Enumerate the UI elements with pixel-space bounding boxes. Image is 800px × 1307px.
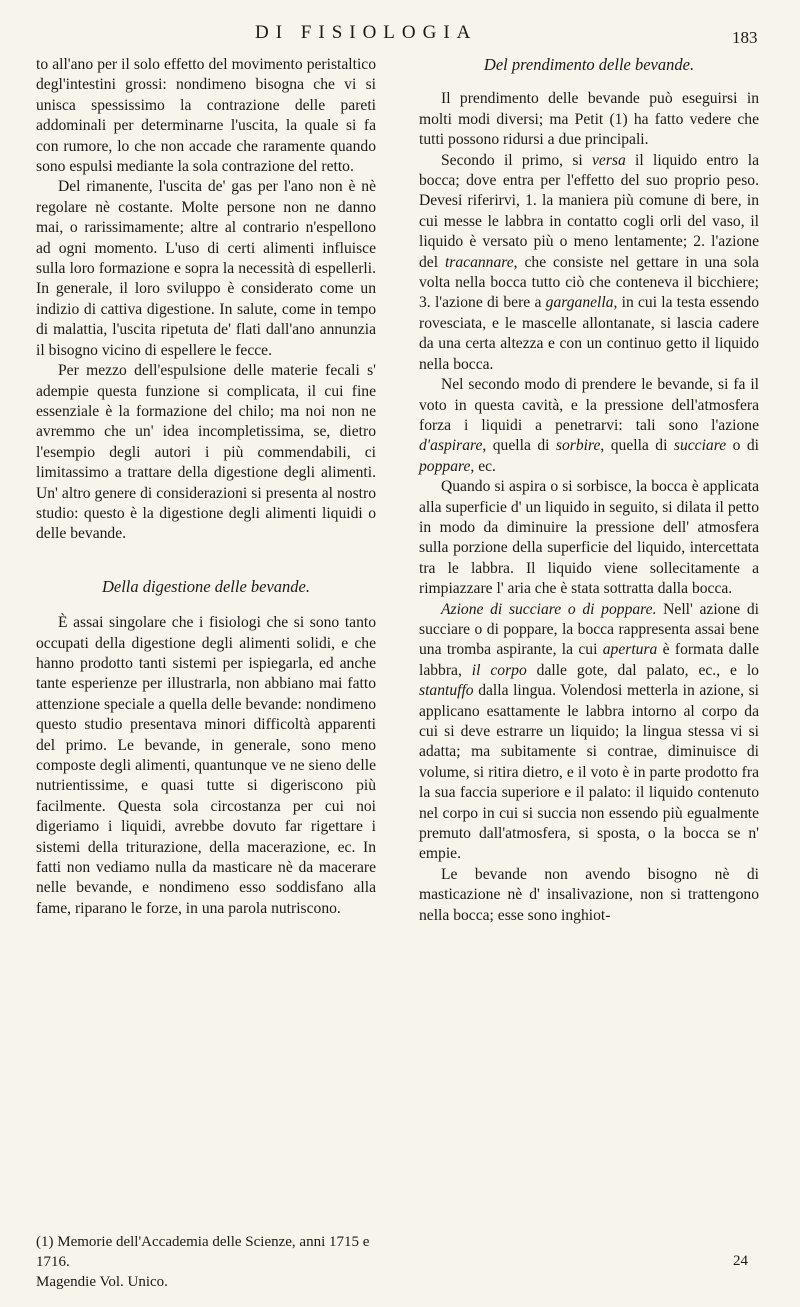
section-heading: Del prendimento delle bevande. [483,55,695,74]
paragraph: Azione di succiare o di poppare. Nell' azione di succiare o di poppare, la bocca rappresenta assai bene una tromba aspirante, la cui apertura è formata dalle labbra, il corpo dalle gote, dal palato, ec., e lo stantuffo dalla lingua. Volendosi metterla in azione, si applicano esattamente le labbra intorno al corpo da cui si deve estrarre un liquido; la lingua stessa vi si adatta; ma subitamente si contrae, diminuisce di volume, si ritira dietro, e il voto è in parte prodotto fra la sua faccia superiore e il palato: il liquido contenuto nel corpo in cui si succia non essendo più egualmente premuto dall'atmosfera, si sposta, o la bocca se n' empie. [419,600,760,863]
footnote [36,1232,396,1292]
paragraph: Quando si aspira o si sorbisce, la bocca è applicata alla superficie d' un liquido in seguito, si dilata il petto in modo da diminuire la pressione dell' atmosfera sulla porzione della superficie del liquido, intercettata tra le labbra. Il liquido viene sollecitamente a rimpiazzare l' aria che è stata sottratta dalla bocca. [419,478,759,598]
paragraph: È assai singolare che i fisiologi che si sono tanto occupati della digestione degli alimenti solidi, e che hanno prodotto tanti sistemi per ispiegarla, ed anche tante esperienze per illustrarla, non abbiano mai fatto attenzione speciale a quella delle bevande: nondimeno questo studio presentava minori difficoltà apparenti del primo. Le bevande, in generale, sono meno composte degli alimenti, quantunque ve ne sieno delle nutrientissime, e quasi tutte si digeriscono più facilmente. Questa sola circostanza per cui noi digeriamo i liquidi, avrebbe dovuto far rigettare i sistemi della triturazione, della macerazione, ec. In fatti non vediamo nulla da masticare nè da macerare nelle bevande, e nondimeno esso soddisfano alla fame, riparano le forze, in una parola nutriscono. [36,614,376,917]
paragraph: Secondo il primo, si versa il liquido entro la bocca; dove entra per l'effetto del suo proprio peso. Devesi riferirvi, 1. la maniera più comune di bere, in cui messe le labbra in contatto cogli orli del vaso, il liquido è versato più o meno lentamente; 2. l'azione del tracannare, che consiste nel gettare in una sola volta nella bocca tutto ciò che conteneva il bicchiere; 3. l'azione di bere a garganella, in cui la testa essendo rovesciata, e le mascelle allontanate, si lascia cadere da una certa altezza e con un continuo getto il liquido nella bocca. [419,151,759,373]
paragraph: Del rimanente, l'uscita de' gas per l'ano non è nè regolare nè costante. Molte persone non ne danno mai, o rarissimamente; altre al contrario n'espellono ad ogni momento. L'uso di certi alimenti influisce sulla loro formazione e sopra la necessità di espellerli. In generale, il loro sviluppo è considerato come un indizio di cattiva digestione. In salute, come in tempo di malattia, l'uscita ripetuta de' flati dall'ano annunzia il bisogno vicino di espellere le fecce. [36,178,376,359]
running-head: DI FISIOLOGIA [255,22,478,43]
paragraph: to all'ano per il solo effetto del movimento peristaltico degl'intestini grossi: nondimeno bisogna che vi si unisca spessissimo la contrazione delle pareti addominali per determinarne l'uscita, la quale si fa con rumore, lo che non accade che raramente quando sono espulsi mediante la sola contrazione del retto. [36,56,376,176]
footnote-text: (1) Memorie dell'Accademia delle Scienze, anni 1715 e 1716. [36,1234,370,1270]
paragraph: Le bevande non avendo bisogno nè di masticazione nè d' insalivazione, non si trattengono nella bocca; esse sono inghiot- [419,865,759,924]
section-heading: Della digestione delle bevande. [101,576,310,596]
left-column [36,55,376,919]
page-number: 183 [732,28,758,47]
right-column [419,55,759,926]
gathering-signature: 24 [733,1253,748,1269]
page-header [0,22,800,52]
footnote-signature: Magendie Vol. Unico. [36,1274,168,1290]
paragraph: Per mezzo dell'espulsione delle materie fecali s' adempie questa funzione si complicata, il cui fine essenziale è la formazione del chilo; ma noi non ne avremmo che un' idea incompletissima, se, dietro l'esempio degli autori i più commendabili, ci limitassimo a trattare della digestione degli alimenti. Un' altro genere di considerazioni si presenta al nostro studio: questo è la digestione degli alimenti liquidi o delle bevande. [36,362,376,543]
paragraph: Il prendimento delle bevande può eseguirsi in molti modi diversi; ma Petit (1) ha fatto vedere che tutti possono ridursi a due principali. [419,90,759,149]
paragraph: Nel secondo modo di prendere le bevande, si fa il voto in questa cavità, e la pressione dell'atmosfera forza i liquidi a penetrarvi: tali sono l'azione d'aspirare, quella di sorbire, quella di succiare o di poppare, ec. [419,376,759,475]
